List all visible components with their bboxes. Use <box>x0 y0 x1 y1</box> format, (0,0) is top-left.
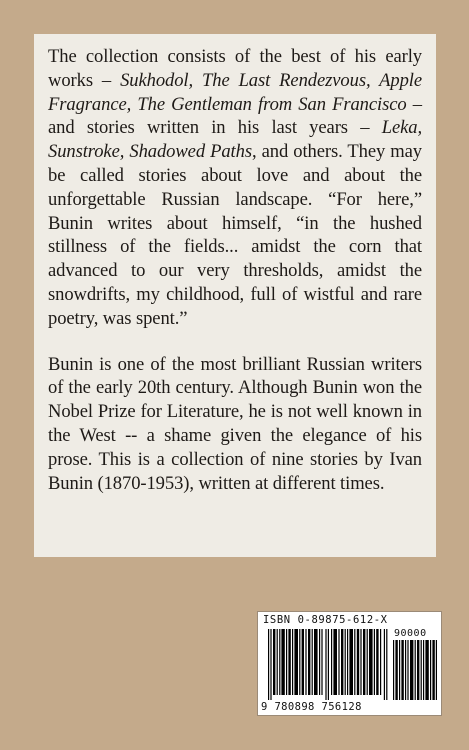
isbn-barcode <box>257 611 442 716</box>
addon-barcode-bars <box>393 640 437 700</box>
price-addon-code: 90000 <box>394 628 427 639</box>
paragraph-1-text-c: , and others. They may be called stories about love and about the unforgettable Russian landscape. “For here,” Bunin writes about himself, “in the hushed stillness of the fields... amidst the corn that advanced to our very thresholds, amidst the snowdrifts, my childhood, full of wistful and rare poetry, was spent.” <box>48 141 422 329</box>
description-panel <box>34 34 436 557</box>
paragraph-1-text-a: The collection consists of the best of his early works – <box>48 46 422 91</box>
ean-barcode-bars <box>268 629 388 700</box>
paragraph-1-text-b: – and stories written in his last years – <box>48 93 422 139</box>
ean-digits: 9 780898 756128 <box>261 701 362 713</box>
isbn-label: ISBN 0-89875-612-X <box>263 614 388 626</box>
late-works-titles: Leka, Sunstroke, Shadowed Paths <box>48 117 422 163</box>
early-works-titles: Sukhodol, The Last Rendezvous, Apple Fragrance, The Gentleman from San Francisco <box>48 69 423 115</box>
description-paragraph-2: Bunin is one of the most brilliant Russian writers of the early 20th century. Although Bunin won the Nobel Prize for Literature, he is not well known in the West -- a shame given the elegance of his prose. This is a collection of nine stories by Ivan Bunin (1870-1953), written at different times. <box>48 353 422 494</box>
description-paragraph-1 <box>48 45 422 331</box>
